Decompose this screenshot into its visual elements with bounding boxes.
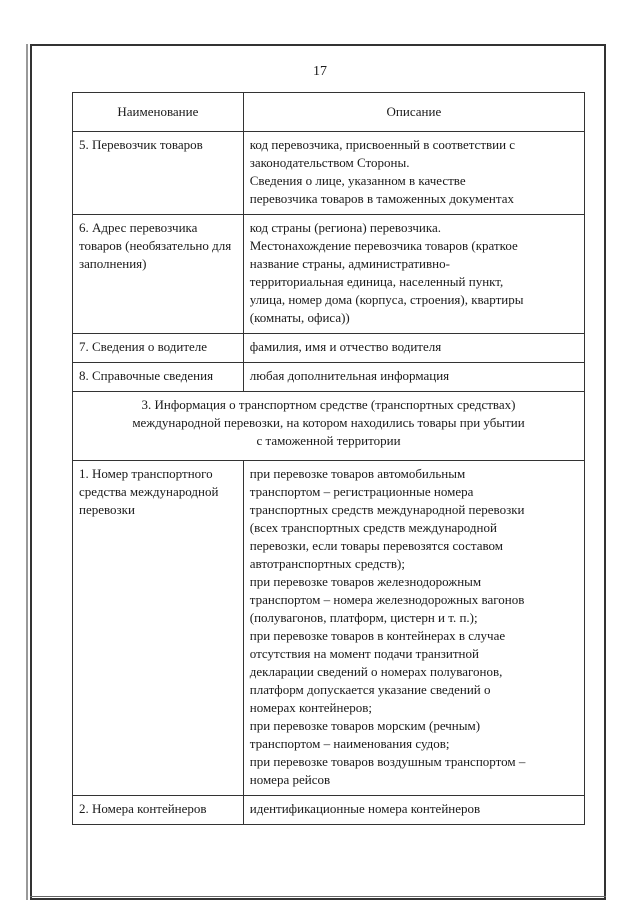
description-line: транспортом – наименования судов; [249, 736, 450, 751]
row-description-cell [243, 334, 584, 363]
row-name-cell: 2. Номера контейнеров [73, 796, 244, 825]
description-line: (полувагонов, платформ, цистерн и т. п.); [249, 610, 478, 625]
description-line: законодательством Стороны. [249, 155, 410, 170]
description-line: (всех транспортных средств международной [249, 520, 497, 535]
description-line: декларации сведений о номерах полувагонов, [249, 664, 503, 679]
description-line: при перевозке товаров морским (речным) [249, 718, 481, 733]
document-table [72, 92, 585, 825]
table-row [73, 363, 585, 392]
description-line: при перевозке товаров железнодорожным [249, 574, 482, 589]
description-line: фамилия, имя и отчество водителя [249, 339, 442, 354]
row-name-cell: 6. Адрес перевозчика товаров (необязательно для заполнения) [73, 215, 244, 334]
description-line: Местонахождение перевозчика товаров (краткое [249, 238, 518, 253]
column-header-name: Наименование [73, 93, 244, 132]
description-line: номерах контейнеров; [249, 700, 372, 715]
description-line: улица, номер дома (корпуса, строения), квартиры [249, 292, 524, 307]
description-line: (комнаты, офиса)) [249, 310, 350, 325]
description-line: перевозчика товаров в таможенных документах [249, 191, 514, 206]
description-line: номера рейсов [249, 772, 331, 787]
description-line: название страны, административно- [249, 256, 450, 271]
description-line: любая дополнительная информация [249, 368, 450, 383]
description-line: Сведения о лице, указанном в качестве [249, 173, 466, 188]
row-name-cell: 7. Сведения о водителе [73, 334, 244, 363]
row-name-cell: 5. Перевозчик товаров [73, 132, 244, 215]
section-3-body [73, 392, 585, 461]
description-line: при перевозке товаров автомобильным [249, 466, 466, 481]
section-heading-line: 3. Информация о транспортном средстве (транспортных средствах) [141, 397, 516, 412]
section-heading [73, 392, 585, 461]
table-row [73, 461, 585, 796]
table-body-part2 [73, 461, 585, 825]
section-heading-line: с таможенной территории [256, 433, 401, 448]
description-line: код страны (региона) перевозчика. [249, 220, 441, 235]
description-line: территориальная единица, населенный пункт, [249, 274, 504, 289]
row-name-cell: 1. Номер транспортного средства международной перевозки [73, 461, 244, 796]
row-name-cell: 8. Справочные сведения [73, 363, 244, 392]
description-line: перевозки, если товары перевозятся составом [249, 538, 503, 553]
table-body-part1 [73, 132, 585, 392]
description-line: при перевозке товаров воздушным транспортом – [249, 754, 526, 769]
row-description-cell [243, 215, 584, 334]
section-heading-line: международной перевозки, на котором находились товары при убытии [132, 415, 525, 430]
description-line: код перевозчика, присвоенный в соответствии с [249, 137, 516, 152]
description-line: идентификационные номера контейнеров [249, 801, 481, 816]
description-line: транспортом – регистрационные номера [249, 484, 474, 499]
table-row [73, 334, 585, 363]
page-border-shadow [26, 44, 28, 900]
table-row [73, 215, 585, 334]
description-line: автотранспортных средств); [249, 556, 405, 571]
scan-edge-line [30, 896, 606, 897]
table-header-row [73, 93, 585, 132]
row-description-cell [243, 796, 584, 825]
description-line: платформ допускается указание сведений о [249, 682, 491, 697]
column-header-description: Описание [243, 93, 584, 132]
description-line: транспортных средств международной перевозки [249, 502, 525, 517]
row-description-cell [243, 363, 584, 392]
description-line: отсутствия на момент подачи транзитной [249, 646, 479, 661]
table-row [73, 132, 585, 215]
table-row [73, 796, 585, 825]
section-heading-row [73, 392, 585, 461]
page-number: 17 [313, 64, 327, 79]
description-line: транспортом – номера железнодорожных вагонов [249, 592, 525, 607]
row-description-cell [243, 461, 584, 796]
row-description-cell [243, 132, 584, 215]
description-line: при перевозке товаров в контейнерах в случае [249, 628, 506, 643]
